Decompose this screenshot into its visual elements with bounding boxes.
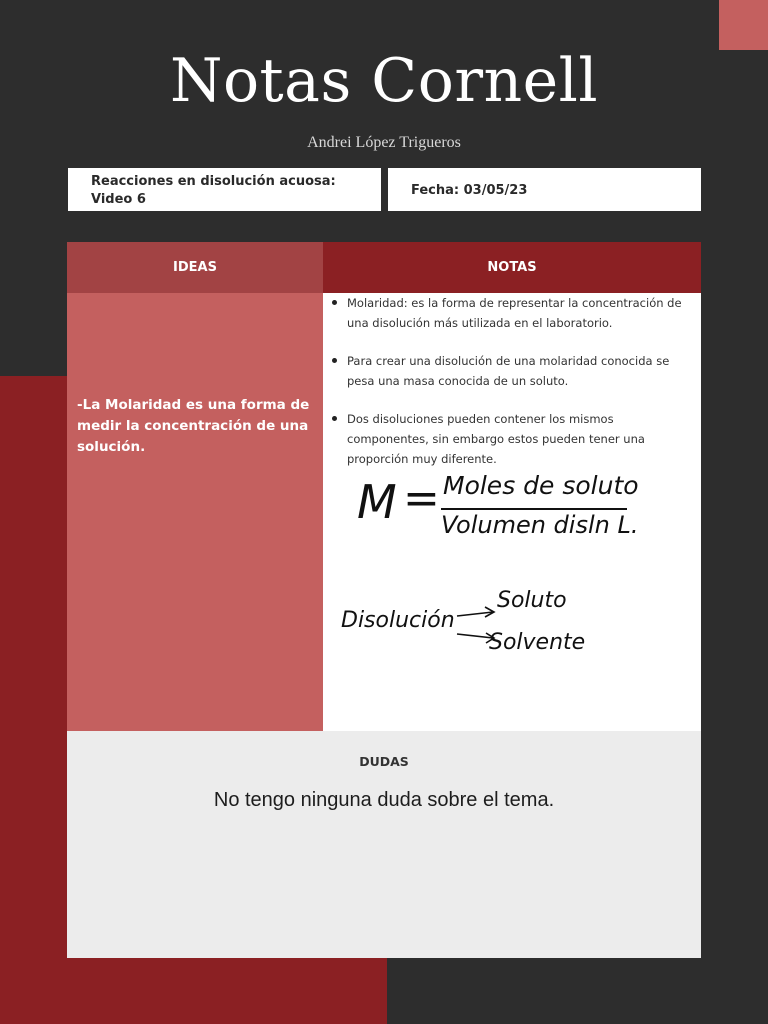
note-text: Molaridad: es la forma de representar la concentración de una disolución más utilizada en el laboratorio. — [347, 296, 682, 330]
bullet-icon — [332, 416, 337, 421]
disolucion-diagram — [323, 588, 701, 678]
note-item — [347, 351, 701, 391]
notas-header-label: NOTAS — [487, 260, 537, 275]
dudas-text: No tengo ninguna duda sobre el tema. — [213, 789, 555, 811]
topic-box — [68, 168, 381, 211]
ideas-column — [67, 293, 323, 731]
page-title: Notas Cornell — [169, 46, 599, 116]
notes-list — [323, 293, 701, 469]
idea-text: -La Molaridad es una forma de medir la concentración de una solución. — [77, 397, 310, 455]
notas-column — [323, 293, 701, 731]
bullet-icon — [332, 300, 337, 305]
note-text: Para crear una disolución de una molaridad conocida se pesa una masa conocida de un soluto. — [347, 354, 670, 388]
bullet-icon — [332, 358, 337, 363]
dudas-title: DUDAS — [359, 754, 409, 769]
diagram-branch-2: Solvente — [489, 630, 586, 655]
diagram-branch-1: Soluto — [497, 588, 567, 613]
notas-header — [323, 242, 701, 293]
ideas-header — [67, 242, 323, 293]
diagram-root: Disolución — [341, 608, 455, 633]
formula-lhs: M — [357, 475, 397, 529]
topic-line-1: Reacciones en disolución acuosa: — [91, 174, 336, 189]
date-box — [388, 168, 701, 211]
dudas-section — [67, 731, 701, 958]
note-item — [347, 409, 701, 469]
formula-denominator: Volumen disln L. — [441, 511, 639, 539]
note-item — [347, 293, 701, 333]
date-text: Fecha: 03/05/23 — [411, 183, 528, 198]
topic-line-2: Video 6 — [91, 192, 146, 207]
formula-numerator: Moles de soluto — [443, 471, 639, 500]
fraction-line — [441, 508, 627, 510]
molarity-formula — [323, 463, 701, 553]
author-name: Andrei López Trigueros — [307, 134, 461, 151]
corner-decoration — [719, 0, 768, 50]
note-text: Dos disoluciones pueden contener los mismos componentes, sin embargo estos pueden tener una proporción muy diferente. — [347, 412, 645, 466]
ideas-header-label: IDEAS — [173, 260, 217, 275]
formula-equals: = — [403, 473, 440, 524]
